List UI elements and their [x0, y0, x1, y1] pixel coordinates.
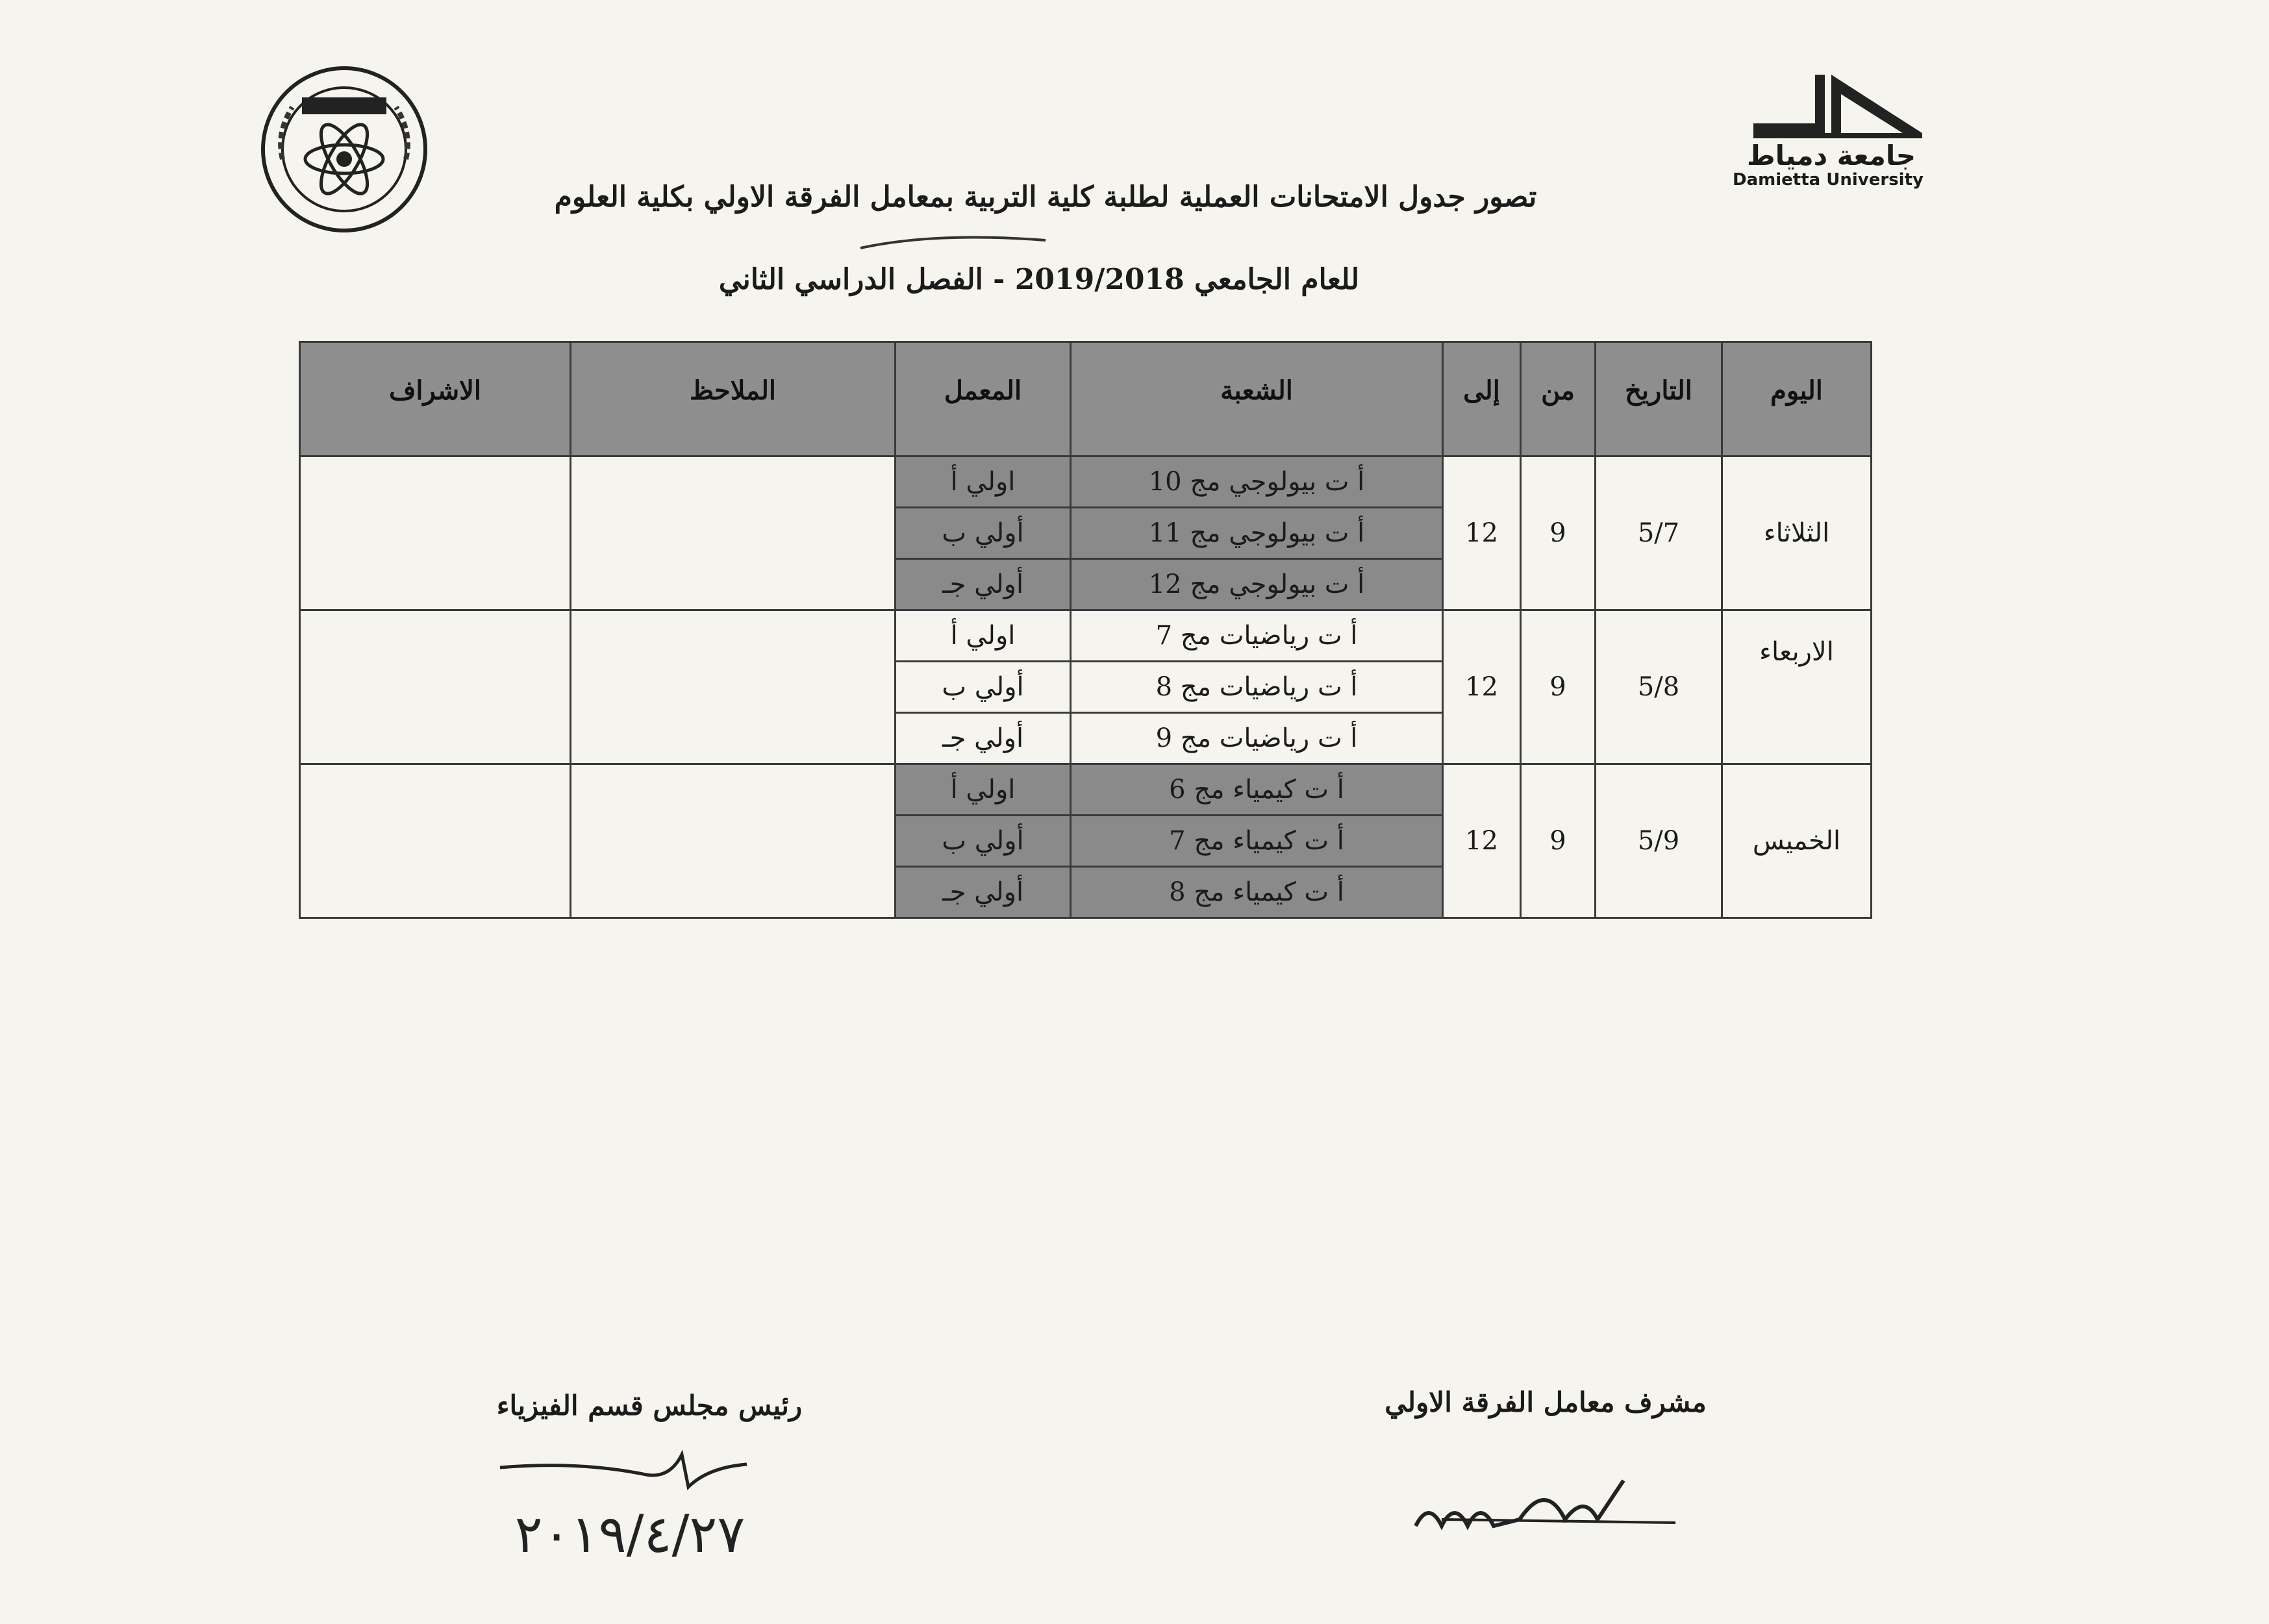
section-cell: أ ت بيولوجي مج 10	[1071, 456, 1443, 508]
table-row	[300, 456, 1872, 508]
header-section: الشعبة	[1071, 342, 1443, 456]
lab-cell: أولي جـ	[896, 713, 1071, 764]
signature-date: ٢٠١٩/٤/٢٧	[514, 1504, 746, 1564]
section-cell: أ ت رياضيات مج 8	[1071, 662, 1443, 713]
section-cell: أ ت كيمياء مج 7	[1071, 816, 1443, 867]
header-observer: الملاحظ	[571, 342, 896, 456]
from-cell: 9	[1521, 764, 1596, 918]
supervision-cell	[300, 610, 571, 764]
to-cell: 12	[1443, 610, 1521, 764]
observer-cell	[571, 456, 896, 610]
from-cell: 9	[1521, 610, 1596, 764]
day-cell: الخميس	[1722, 764, 1872, 918]
lab-cell: أولي ب	[896, 662, 1071, 713]
table-header-row	[300, 342, 1872, 456]
lab-cell: أولي ب	[896, 508, 1071, 559]
header-day: اليوم	[1722, 342, 1872, 456]
from-cell: 9	[1521, 456, 1596, 610]
table-row	[300, 610, 1872, 662]
header-date: التاريخ	[1596, 342, 1722, 456]
observer-cell	[571, 610, 896, 764]
day-cell: الاربعاء	[1722, 610, 1872, 764]
supervision-cell	[300, 764, 571, 918]
page-title: تصور جدول الامتحانات العملية لطلبة كلية التربية بمعامل الفرقة الاولي بكلية العلوم	[554, 181, 1537, 214]
table-row	[300, 764, 1872, 816]
header-to: إلى	[1443, 342, 1521, 456]
section-cell: أ ت بيولوجي مج 12	[1071, 559, 1443, 610]
date-cell: 5/9	[1596, 764, 1722, 918]
date-cell: 5/8	[1596, 610, 1722, 764]
page-subtitle: للعام الجامعي 2019/2018 - الفصل الدراسي الثاني	[718, 263, 1360, 296]
lab-cell: أولي ب	[896, 816, 1071, 867]
header-lab: المعمل	[896, 342, 1071, 456]
header-from: من	[1521, 342, 1596, 456]
lab-cell: أولي جـ	[896, 867, 1071, 918]
lab-cell: اولي أ	[896, 610, 1071, 662]
section-cell: أ ت بيولوجي مج 11	[1071, 508, 1443, 559]
section-cell: أ ت رياضيات مج 9	[1071, 713, 1443, 764]
day-cell: الثلاثاء	[1722, 456, 1872, 610]
section-cell: أ ت كيمياء مج 6	[1071, 764, 1443, 816]
lab-supervisor-title: مشرف معامل الفرقة الاولي	[1385, 1386, 1707, 1418]
section-cell: أ ت كيمياء مج 8	[1071, 867, 1443, 918]
exam-schedule-table	[299, 341, 1872, 919]
supervision-cell	[300, 456, 571, 610]
lab-cell: اولي أ	[896, 764, 1071, 816]
handwritten-underline	[857, 229, 1052, 255]
physics-head-signature	[448, 1429, 812, 1571]
observer-cell	[571, 764, 896, 918]
lab-cell: اولي أ	[896, 456, 1071, 508]
header-supervision: الاشراف	[300, 342, 571, 456]
to-cell: 12	[1443, 764, 1521, 918]
physics-head-title: رئيس مجلس قسم الفيزياء	[496, 1390, 803, 1421]
university-name-english: Damietta University	[1733, 170, 1924, 190]
university-name-arabic: جامعة دمياط	[1747, 140, 1916, 171]
lab-supervisor-signature	[1403, 1455, 1688, 1565]
lab-cell: أولي جـ	[896, 559, 1071, 610]
date-cell: 5/7	[1596, 456, 1722, 610]
section-cell: أ ت رياضيات مج 7	[1071, 610, 1443, 662]
physics-department-seal	[257, 62, 432, 237]
to-cell: 12	[1443, 456, 1521, 610]
